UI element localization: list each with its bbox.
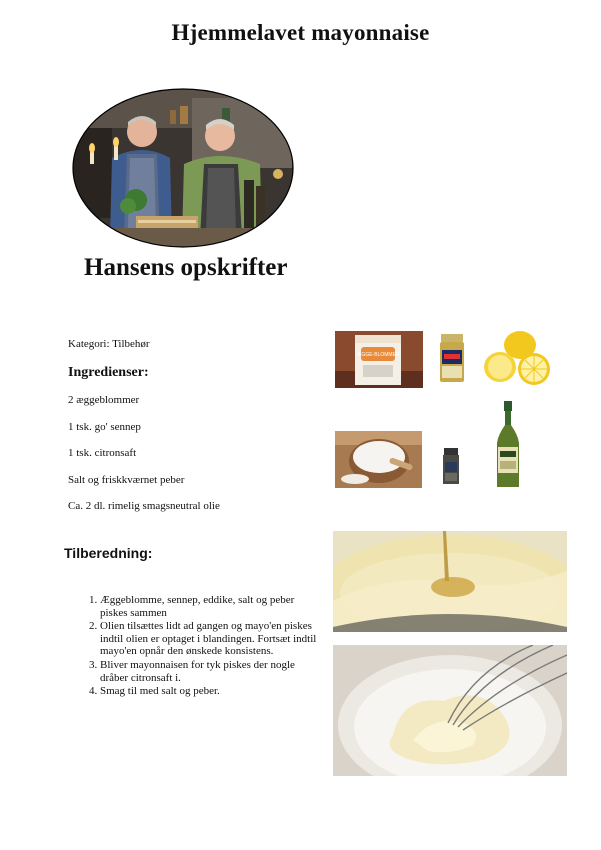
- whisk-mayonnaise-photo: [333, 645, 567, 776]
- preparation-heading: Tilberedning:: [64, 545, 153, 561]
- step-item: 3. Bliver mayonnaisen for tyk piskes der nogle dråber citronsaft i.: [100, 659, 325, 684]
- chefs-photo: [72, 88, 294, 248]
- salt-bowl-photo: [335, 431, 422, 488]
- step-item: 1. Æggeblomme, sennep, eddike, salt og peber piskes sammen: [100, 594, 325, 619]
- ingredient-item: 1 tsk. citronsaft: [68, 447, 137, 459]
- pepper-jar-photo: [441, 446, 461, 486]
- step-item: 4. Smag til med salt og peber.: [100, 685, 325, 698]
- lemons-photo: [476, 327, 560, 388]
- recipe-series-title: Hansens opskrifter: [84, 254, 288, 281]
- ingredient-item: Ca. 2 dl. rimelig smagsneutral olie: [68, 500, 220, 512]
- oil-drizzle-photo: [333, 531, 567, 632]
- preparation-steps: [80, 594, 325, 699]
- ingredients-heading: Ingredienser:: [68, 365, 149, 380]
- step-item: 2. Olien tilsættes lidt ad gangen og mayo'en piskes indtil olien er optaget i blandingen. Fortsæt indtil mayo'en opnår den ønskede konsistens.: [100, 620, 325, 658]
- ingredient-item: 1 tsk. go' sennep: [68, 421, 141, 433]
- egg-package-label: ÆGGE-BLOMMER: [356, 352, 400, 358]
- ingredient-item: Salt og friskkværnet peber: [68, 474, 185, 486]
- page-title: Hjemmelavet mayonnaise: [171, 20, 430, 45]
- olive-oil-bottle-photo: [494, 401, 522, 489]
- mustard-jar-photo: [437, 332, 467, 385]
- category-label: Kategori: Tilbehør: [68, 338, 150, 350]
- egg-yolk-package-photo: [335, 331, 423, 388]
- ingredient-item: 2 æggeblommer: [68, 394, 140, 406]
